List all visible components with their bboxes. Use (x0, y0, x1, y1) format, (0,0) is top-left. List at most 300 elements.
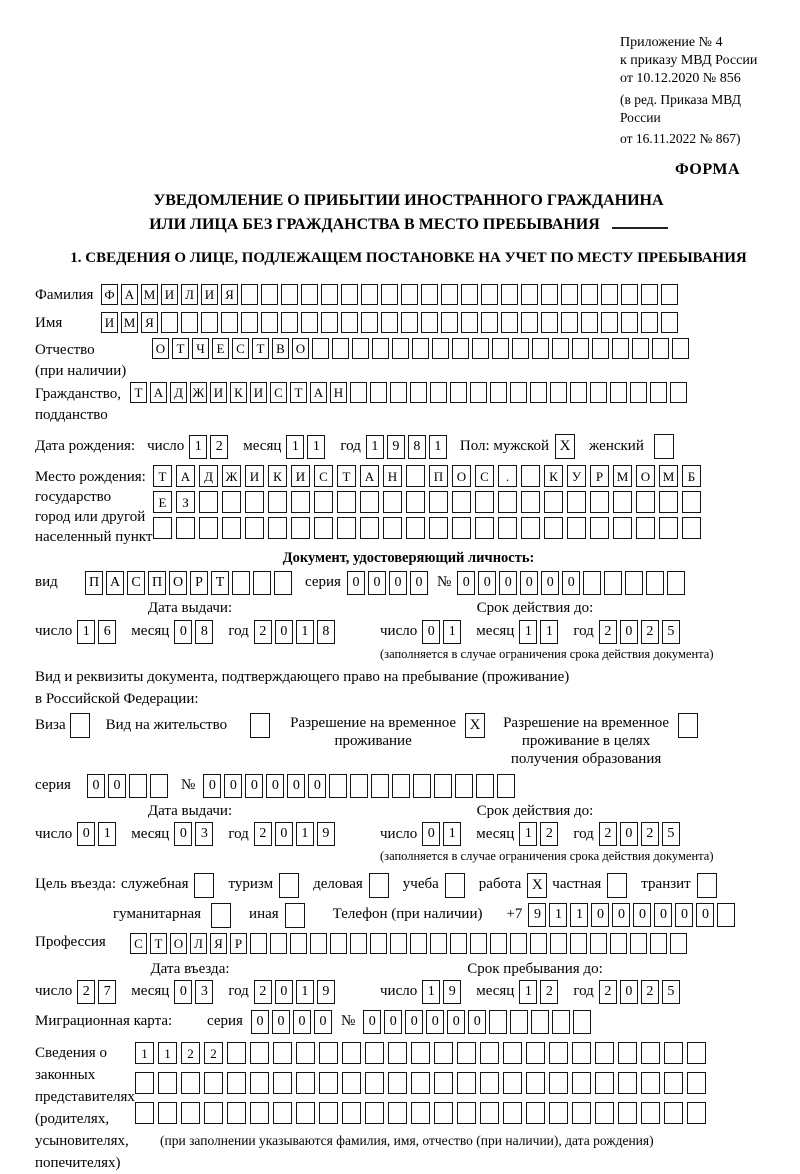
char-cell[interactable] (490, 933, 507, 954)
char-cell[interactable] (601, 284, 618, 305)
char-cell[interactable] (135, 1102, 154, 1124)
char-cell[interactable] (199, 491, 218, 513)
char-cell[interactable]: . (498, 465, 517, 487)
char-cell[interactable]: 0 (384, 1010, 402, 1034)
char-cell[interactable] (510, 933, 527, 954)
char-cell[interactable]: 1 (296, 620, 314, 644)
char-cell[interactable] (503, 1072, 522, 1094)
char-cell[interactable] (273, 1102, 292, 1124)
char-cell[interactable] (590, 517, 609, 539)
char-cell[interactable]: М (613, 465, 632, 487)
char-cell[interactable]: X (555, 434, 575, 459)
char-cell[interactable] (549, 1102, 568, 1124)
char-cell[interactable] (241, 284, 258, 305)
char-cell[interactable] (497, 774, 515, 798)
char-cell[interactable]: И (210, 382, 227, 403)
char-cell[interactable]: 2 (204, 1042, 223, 1064)
char-cell[interactable] (687, 1072, 706, 1094)
char-cell[interactable]: 1 (540, 620, 558, 644)
char-cell[interactable] (526, 1042, 545, 1064)
char-cell[interactable]: 1 (549, 903, 567, 927)
char-cell[interactable]: Ж (222, 465, 241, 487)
char-cell[interactable] (572, 338, 589, 359)
char-cell[interactable] (227, 1102, 246, 1124)
char-cell[interactable] (401, 312, 418, 333)
char-cell[interactable]: С (130, 933, 147, 954)
char-cell[interactable] (135, 1072, 154, 1094)
char-cell[interactable] (429, 491, 448, 513)
char-cell[interactable] (570, 382, 587, 403)
char-cell[interactable] (654, 434, 674, 459)
char-cell[interactable] (503, 1042, 522, 1064)
char-cell[interactable]: 0 (77, 822, 95, 846)
char-cell[interactable] (360, 517, 379, 539)
char-cell[interactable] (158, 1102, 177, 1124)
char-cell[interactable]: О (152, 338, 169, 359)
char-cell[interactable] (610, 382, 627, 403)
char-cell[interactable]: 1 (519, 620, 537, 644)
char-cell[interactable] (301, 312, 318, 333)
char-cell[interactable] (221, 312, 238, 333)
char-cell[interactable]: Р (590, 465, 609, 487)
char-cell[interactable]: 0 (405, 1010, 423, 1034)
char-cell[interactable] (552, 338, 569, 359)
char-cell[interactable] (470, 382, 487, 403)
char-cell[interactable]: М (141, 284, 158, 305)
char-cell[interactable]: Р (190, 571, 208, 595)
char-cell[interactable]: 0 (654, 903, 672, 927)
char-cell[interactable]: С (127, 571, 145, 595)
char-cell[interactable] (199, 517, 218, 539)
char-cell[interactable] (475, 517, 494, 539)
char-cell[interactable] (552, 1010, 570, 1034)
char-cell[interactable] (572, 1042, 591, 1064)
char-cell[interactable] (321, 284, 338, 305)
char-cell[interactable] (480, 1042, 499, 1064)
char-cell[interactable] (371, 774, 389, 798)
char-cell[interactable] (567, 491, 586, 513)
char-cell[interactable] (413, 774, 431, 798)
char-cell[interactable]: 0 (287, 774, 305, 798)
char-cell[interactable]: 0 (293, 1010, 311, 1034)
char-cell[interactable] (595, 1042, 614, 1064)
char-cell[interactable]: 0 (675, 903, 693, 927)
char-cell[interactable] (421, 312, 438, 333)
char-cell[interactable]: Т (290, 382, 307, 403)
char-cell[interactable]: X (527, 873, 547, 898)
char-cell[interactable]: 1 (98, 822, 116, 846)
char-cell[interactable]: К (268, 465, 287, 487)
char-cell[interactable]: Ч (192, 338, 209, 359)
char-cell[interactable] (678, 713, 698, 738)
char-cell[interactable] (181, 1072, 200, 1094)
char-cell[interactable] (521, 465, 540, 487)
char-cell[interactable]: 0 (520, 571, 538, 595)
char-cell[interactable] (476, 774, 494, 798)
char-cell[interactable] (650, 382, 667, 403)
char-cell[interactable] (319, 1102, 338, 1124)
char-cell[interactable] (530, 933, 547, 954)
char-cell[interactable] (573, 1010, 591, 1034)
char-cell[interactable]: 9 (528, 903, 546, 927)
char-cell[interactable] (475, 491, 494, 513)
char-cell[interactable] (682, 491, 701, 513)
char-cell[interactable] (296, 1072, 315, 1094)
char-cell[interactable] (250, 713, 270, 738)
char-cell[interactable]: К (544, 465, 563, 487)
char-cell[interactable]: Я (141, 312, 158, 333)
char-cell[interactable]: 8 (408, 435, 426, 459)
char-cell[interactable]: 0 (591, 903, 609, 927)
char-cell[interactable]: Б (682, 465, 701, 487)
char-cell[interactable] (342, 1102, 361, 1124)
char-cell[interactable] (650, 933, 667, 954)
char-cell[interactable] (227, 1042, 246, 1064)
char-cell[interactable]: С (314, 465, 333, 487)
char-cell[interactable]: 0 (562, 571, 580, 595)
char-cell[interactable]: И (101, 312, 118, 333)
char-cell[interactable] (310, 933, 327, 954)
char-cell[interactable]: 1 (158, 1042, 177, 1064)
char-cell[interactable] (430, 933, 447, 954)
char-cell[interactable]: Е (212, 338, 229, 359)
char-cell[interactable] (370, 382, 387, 403)
char-cell[interactable]: Т (337, 465, 356, 487)
char-cell[interactable] (365, 1102, 384, 1124)
char-cell[interactable] (342, 1042, 361, 1064)
char-cell[interactable] (521, 517, 540, 539)
char-cell[interactable]: 0 (275, 822, 293, 846)
char-cell[interactable] (153, 517, 172, 539)
char-cell[interactable] (613, 517, 632, 539)
char-cell[interactable]: О (292, 338, 309, 359)
char-cell[interactable] (381, 312, 398, 333)
char-cell[interactable]: Ж (190, 382, 207, 403)
char-cell[interactable] (532, 338, 549, 359)
char-cell[interactable]: Д (170, 382, 187, 403)
char-cell[interactable] (636, 491, 655, 513)
char-cell[interactable] (512, 338, 529, 359)
char-cell[interactable]: 0 (447, 1010, 465, 1034)
char-cell[interactable] (607, 873, 627, 898)
char-cell[interactable]: Я (210, 933, 227, 954)
char-cell[interactable]: Т (153, 465, 172, 487)
char-cell[interactable] (232, 571, 250, 595)
char-cell[interactable]: И (245, 465, 264, 487)
char-cell[interactable] (181, 312, 198, 333)
char-cell[interactable] (250, 1102, 269, 1124)
char-cell[interactable] (544, 491, 563, 513)
char-cell[interactable]: 0 (499, 571, 517, 595)
char-cell[interactable] (250, 933, 267, 954)
char-cell[interactable]: 0 (422, 822, 440, 846)
char-cell[interactable] (176, 517, 195, 539)
char-cell[interactable] (434, 1102, 453, 1124)
char-cell[interactable]: З (176, 491, 195, 513)
char-cell[interactable]: 6 (98, 620, 116, 644)
char-cell[interactable] (450, 382, 467, 403)
char-cell[interactable] (388, 1072, 407, 1094)
char-cell[interactable] (421, 284, 438, 305)
char-cell[interactable] (480, 1072, 499, 1094)
char-cell[interactable]: С (270, 382, 287, 403)
char-cell[interactable] (245, 491, 264, 513)
char-cell[interactable] (291, 491, 310, 513)
char-cell[interactable]: Ф (101, 284, 118, 305)
char-cell[interactable]: 2 (641, 620, 659, 644)
char-cell[interactable] (410, 382, 427, 403)
char-cell[interactable] (641, 284, 658, 305)
char-cell[interactable] (549, 1072, 568, 1094)
char-cell[interactable]: 0 (696, 903, 714, 927)
char-cell[interactable] (341, 312, 358, 333)
char-cell[interactable]: Н (383, 465, 402, 487)
char-cell[interactable]: 1 (519, 822, 537, 846)
char-cell[interactable] (222, 517, 241, 539)
char-cell[interactable] (261, 284, 278, 305)
char-cell[interactable] (457, 1042, 476, 1064)
char-cell[interactable] (530, 382, 547, 403)
char-cell[interactable] (470, 933, 487, 954)
char-cell[interactable]: А (150, 382, 167, 403)
char-cell[interactable] (570, 933, 587, 954)
char-cell[interactable] (360, 491, 379, 513)
char-cell[interactable]: Л (181, 284, 198, 305)
char-cell[interactable] (365, 1042, 384, 1064)
char-cell[interactable]: 8 (195, 620, 213, 644)
char-cell[interactable] (526, 1072, 545, 1094)
char-cell[interactable] (636, 517, 655, 539)
char-cell[interactable]: 0 (272, 1010, 290, 1034)
char-cell[interactable] (401, 284, 418, 305)
char-cell[interactable]: 0 (275, 980, 293, 1004)
char-cell[interactable]: 2 (641, 822, 659, 846)
char-cell[interactable] (457, 1072, 476, 1094)
char-cell[interactable] (498, 491, 517, 513)
char-cell[interactable] (641, 1102, 660, 1124)
char-cell[interactable] (370, 933, 387, 954)
char-cell[interactable]: 2 (181, 1042, 200, 1064)
char-cell[interactable]: А (176, 465, 195, 487)
char-cell[interactable]: 9 (387, 435, 405, 459)
char-cell[interactable] (632, 338, 649, 359)
char-cell[interactable] (664, 1042, 683, 1064)
char-cell[interactable] (268, 491, 287, 513)
char-cell[interactable] (510, 382, 527, 403)
char-cell[interactable] (194, 873, 214, 898)
char-cell[interactable] (687, 1042, 706, 1064)
char-cell[interactable] (592, 338, 609, 359)
char-cell[interactable] (659, 517, 678, 539)
char-cell[interactable]: Д (199, 465, 218, 487)
char-cell[interactable] (250, 1072, 269, 1094)
char-cell[interactable]: 0 (620, 620, 638, 644)
char-cell[interactable] (412, 338, 429, 359)
char-cell[interactable]: О (452, 465, 471, 487)
char-cell[interactable]: Л (190, 933, 207, 954)
char-cell[interactable]: 0 (389, 571, 407, 595)
char-cell[interactable] (510, 1010, 528, 1034)
char-cell[interactable] (661, 312, 678, 333)
char-cell[interactable] (561, 284, 578, 305)
char-cell[interactable] (129, 774, 147, 798)
char-cell[interactable]: 3 (195, 980, 213, 1004)
char-cell[interactable]: 0 (251, 1010, 269, 1034)
char-cell[interactable] (383, 491, 402, 513)
char-cell[interactable] (430, 382, 447, 403)
char-cell[interactable]: 1 (189, 435, 207, 459)
char-cell[interactable] (314, 517, 333, 539)
char-cell[interactable]: М (121, 312, 138, 333)
char-cell[interactable] (273, 1072, 292, 1094)
char-cell[interactable] (457, 1102, 476, 1124)
char-cell[interactable]: Т (130, 382, 147, 403)
char-cell[interactable]: 0 (87, 774, 105, 798)
char-cell[interactable] (687, 1102, 706, 1124)
char-cell[interactable] (610, 933, 627, 954)
char-cell[interactable] (612, 338, 629, 359)
char-cell[interactable]: 0 (612, 903, 630, 927)
char-cell[interactable] (383, 517, 402, 539)
char-cell[interactable] (670, 933, 687, 954)
char-cell[interactable] (583, 571, 601, 595)
char-cell[interactable] (245, 517, 264, 539)
char-cell[interactable] (350, 382, 367, 403)
char-cell[interactable] (445, 873, 465, 898)
char-cell[interactable]: Т (252, 338, 269, 359)
char-cell[interactable] (618, 1042, 637, 1064)
char-cell[interactable]: 5 (662, 980, 680, 1004)
char-cell[interactable] (641, 312, 658, 333)
char-cell[interactable] (290, 933, 307, 954)
char-cell[interactable] (291, 517, 310, 539)
char-cell[interactable] (672, 338, 689, 359)
char-cell[interactable] (434, 1042, 453, 1064)
char-cell[interactable] (664, 1102, 683, 1124)
char-cell[interactable]: 0 (633, 903, 651, 927)
char-cell[interactable] (472, 338, 489, 359)
char-cell[interactable]: 0 (308, 774, 326, 798)
char-cell[interactable]: О (170, 933, 187, 954)
char-cell[interactable]: 1 (296, 980, 314, 1004)
char-cell[interactable]: 2 (540, 822, 558, 846)
char-cell[interactable] (161, 312, 178, 333)
char-cell[interactable] (227, 1072, 246, 1094)
char-cell[interactable] (296, 1042, 315, 1064)
char-cell[interactable] (572, 1072, 591, 1094)
char-cell[interactable]: Р (230, 933, 247, 954)
char-cell[interactable]: 0 (314, 1010, 332, 1034)
char-cell[interactable] (388, 1042, 407, 1064)
char-cell[interactable] (150, 774, 168, 798)
char-cell[interactable] (541, 284, 558, 305)
char-cell[interactable] (667, 571, 685, 595)
char-cell[interactable] (270, 933, 287, 954)
char-cell[interactable]: 0 (410, 571, 428, 595)
char-cell[interactable]: А (310, 382, 327, 403)
char-cell[interactable] (365, 1072, 384, 1094)
char-cell[interactable] (581, 284, 598, 305)
char-cell[interactable] (390, 933, 407, 954)
char-cell[interactable] (625, 571, 643, 595)
char-cell[interactable]: 1 (296, 822, 314, 846)
char-cell[interactable] (158, 1072, 177, 1094)
char-cell[interactable] (661, 284, 678, 305)
char-cell[interactable] (682, 517, 701, 539)
char-cell[interactable]: О (636, 465, 655, 487)
char-cell[interactable]: А (121, 284, 138, 305)
char-cell[interactable] (549, 1042, 568, 1064)
char-cell[interactable]: 1 (519, 980, 537, 1004)
char-cell[interactable] (70, 713, 90, 738)
char-cell[interactable]: У (567, 465, 586, 487)
char-cell[interactable] (492, 338, 509, 359)
char-cell[interactable] (434, 1072, 453, 1094)
char-cell[interactable] (590, 382, 607, 403)
char-cell[interactable]: П (429, 465, 448, 487)
char-cell[interactable] (550, 933, 567, 954)
char-cell[interactable] (572, 1102, 591, 1124)
char-cell[interactable]: Е (153, 491, 172, 513)
char-cell[interactable] (452, 491, 471, 513)
char-cell[interactable]: 0 (363, 1010, 381, 1034)
char-cell[interactable] (281, 284, 298, 305)
char-cell[interactable] (204, 1102, 223, 1124)
char-cell[interactable] (406, 491, 425, 513)
char-cell[interactable] (372, 338, 389, 359)
char-cell[interactable] (388, 1102, 407, 1124)
char-cell[interactable]: 2 (599, 822, 617, 846)
char-cell[interactable] (480, 1102, 499, 1124)
char-cell[interactable]: 2 (210, 435, 228, 459)
char-cell[interactable] (618, 1072, 637, 1094)
char-cell[interactable] (222, 491, 241, 513)
char-cell[interactable] (618, 1102, 637, 1124)
char-cell[interactable]: 2 (254, 822, 272, 846)
char-cell[interactable]: 0 (478, 571, 496, 595)
char-cell[interactable] (341, 284, 358, 305)
char-cell[interactable] (441, 312, 458, 333)
char-cell[interactable] (521, 312, 538, 333)
char-cell[interactable]: Н (330, 382, 347, 403)
char-cell[interactable] (211, 903, 231, 928)
char-cell[interactable]: 9 (317, 980, 335, 1004)
char-cell[interactable] (646, 571, 664, 595)
char-cell[interactable] (670, 382, 687, 403)
char-cell[interactable]: И (250, 382, 267, 403)
char-cell[interactable] (201, 312, 218, 333)
char-cell[interactable] (595, 1072, 614, 1094)
char-cell[interactable]: Т (211, 571, 229, 595)
char-cell[interactable] (621, 312, 638, 333)
char-cell[interactable] (337, 517, 356, 539)
char-cell[interactable] (481, 284, 498, 305)
char-cell[interactable] (521, 491, 540, 513)
char-cell[interactable]: 1 (429, 435, 447, 459)
char-cell[interactable] (312, 338, 329, 359)
char-cell[interactable]: 1 (366, 435, 384, 459)
char-cell[interactable] (490, 382, 507, 403)
char-cell[interactable] (332, 338, 349, 359)
char-cell[interactable] (279, 873, 299, 898)
char-cell[interactable]: 2 (77, 980, 95, 1004)
char-cell[interactable] (590, 933, 607, 954)
char-cell[interactable] (489, 1010, 507, 1034)
char-cell[interactable] (350, 774, 368, 798)
char-cell[interactable] (392, 774, 410, 798)
char-cell[interactable] (441, 284, 458, 305)
char-cell[interactable] (613, 491, 632, 513)
